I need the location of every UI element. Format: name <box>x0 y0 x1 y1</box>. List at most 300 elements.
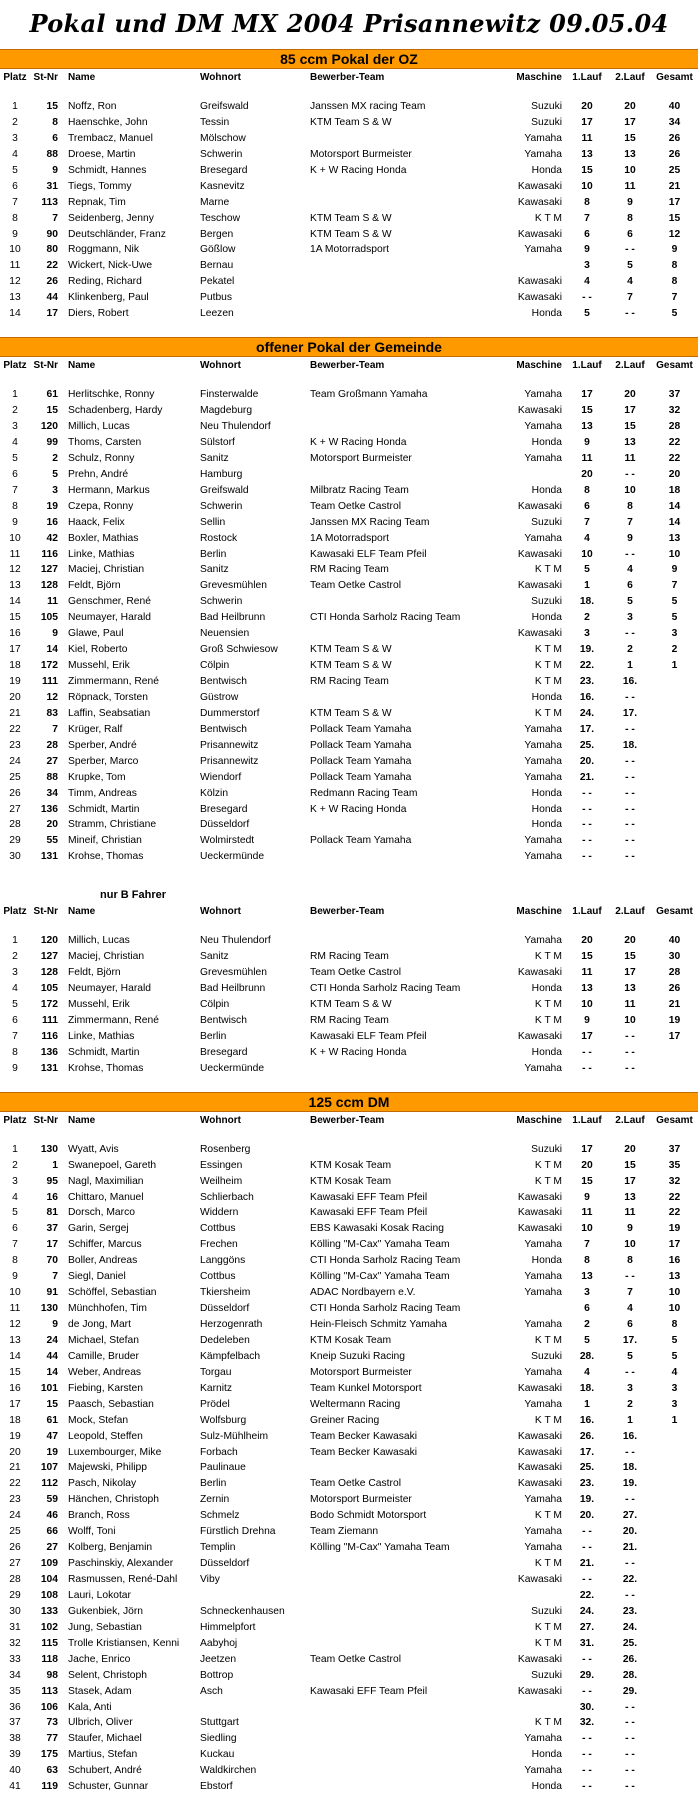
cell-platz: 25 <box>9 771 21 783</box>
cell-maschine: K T M <box>534 1717 562 1729</box>
cell-nr: 105 <box>40 983 58 995</box>
cell-lauf1: 11 <box>581 452 593 464</box>
cell-lauf2: 4 <box>627 1303 633 1315</box>
cell-maschine: Kawasaki <box>517 1191 562 1203</box>
cell-wohnort: Sülstorf <box>200 436 235 448</box>
cell-gesamt <box>651 1604 698 1620</box>
cell-lauf1: 5 <box>584 564 590 576</box>
cell-team: Kneip Suzuki Racing <box>310 1350 406 1362</box>
cell-wohnort <box>200 1700 310 1716</box>
cell-lauf2: - - <box>625 1701 635 1713</box>
table-row <box>0 258 698 274</box>
cell-name: Rasmussen, René-Dahl <box>68 1574 178 1585</box>
cell-gesamt: 5 <box>671 308 678 320</box>
cell-lauf1: 21. <box>579 1558 595 1570</box>
cell-wohnort: Wiendorf <box>200 771 242 783</box>
cell-nr: 101 <box>40 1382 58 1394</box>
cell-lauf1: 8 <box>584 484 590 496</box>
cell-name: Schöffel, Sebastian <box>68 1287 157 1299</box>
cell-lauf1: 8 <box>584 196 590 208</box>
cell-team: EBS Kawasaki Kosak Racing <box>310 1223 444 1235</box>
cell-platz: 17 <box>9 644 21 656</box>
cell-nr: 120 <box>40 421 58 432</box>
cell-lauf1: 16. <box>579 1414 595 1426</box>
header-name: Name <box>68 72 96 83</box>
cell-name: Haenschke, John <box>68 116 148 128</box>
cell-gesamt: 26 <box>668 148 681 160</box>
cell-platz: 8 <box>12 212 18 224</box>
header-maschine: Maschine <box>516 72 562 83</box>
cell-maschine: Kawasaki <box>517 1574 562 1585</box>
cell-maschine: Honda <box>531 612 562 624</box>
cell-team: Motorsport Burmeister <box>310 148 412 160</box>
cell-lauf1: 4 <box>584 1366 590 1378</box>
cell-lauf2: - - <box>625 1749 635 1761</box>
table-row <box>0 949 698 965</box>
cell-lauf2: 17 <box>624 116 636 128</box>
cell-lauf2: 6 <box>627 228 633 240</box>
cell-wohnort: Prisannewitz <box>200 755 259 767</box>
cell-wohnort: Berlin <box>200 1478 227 1490</box>
cell-platz: 7 <box>12 196 18 208</box>
result-section <box>0 337 698 879</box>
cell-lauf2: 5 <box>627 596 633 608</box>
cell-team: Team Kunkel Motorsport <box>310 1382 422 1394</box>
cell-lauf2: 20 <box>624 935 636 947</box>
cell-gesamt <box>651 786 698 802</box>
cell-lauf1: 27. <box>579 1621 595 1633</box>
cell-wohnort: Finsterwalde <box>200 389 259 401</box>
table-row <box>0 1700 698 1716</box>
cell-lauf2: 20. <box>622 1526 638 1538</box>
cell-name: Luxembourger, Mike <box>68 1446 162 1458</box>
cell-name: Wickert, Nick-Uwe <box>68 260 153 272</box>
cell-team <box>310 1460 505 1476</box>
cell-name: Prehn, André <box>68 468 129 480</box>
cell-lauf2: 6 <box>627 1319 633 1330</box>
cell-lauf2: - - <box>625 787 635 799</box>
cell-lauf1: 17 <box>581 1143 593 1155</box>
cell-name: Wyatt, Avis <box>68 1143 119 1155</box>
table-row <box>0 1540 698 1556</box>
cell-lauf2: 11 <box>624 452 636 464</box>
cell-lauf1: 18. <box>579 596 595 608</box>
cell-maschine: Yamaha <box>524 1319 562 1330</box>
table-row <box>0 1524 698 1540</box>
cell-team: KTM Team S & W <box>310 999 392 1010</box>
table-row <box>0 933 698 949</box>
cell-nr: 7 <box>52 723 58 735</box>
cell-gesamt <box>651 1061 698 1077</box>
cell-lauf1: 8 <box>584 1255 590 1267</box>
cell-lauf2: 5 <box>627 1350 633 1362</box>
cell-lauf2: 3 <box>627 612 633 624</box>
cell-lauf2: - - <box>625 1589 635 1601</box>
table-row <box>0 1476 698 1492</box>
cell-name: de Jong, Mart <box>68 1319 131 1330</box>
table-row <box>0 981 698 997</box>
section-banner: 125 ccm DM <box>0 1092 698 1112</box>
cell-wohnort: Prisannewitz <box>200 739 259 751</box>
cell-name: Boller, Andreas <box>68 1255 138 1267</box>
table-row <box>0 610 698 626</box>
cell-name: Linke, Mathias <box>68 1030 135 1042</box>
cell-lauf1: 26. <box>579 1430 595 1442</box>
cell-wohnort: Wolmirstedt <box>200 835 255 847</box>
cell-nr: 63 <box>46 1765 58 1777</box>
cell-gesamt: 5 <box>671 612 678 624</box>
cell-team: K + W Racing Honda <box>310 164 407 176</box>
cell-maschine: Kawasaki <box>517 196 562 208</box>
cell-wohnort: Bresegard <box>200 1046 248 1058</box>
table-row <box>0 997 698 1013</box>
cell-name: Swanepoel, Gareth <box>68 1159 157 1171</box>
cell-name: Schulz, Ronny <box>68 452 135 464</box>
cell-name: Timm, Andreas <box>68 787 137 799</box>
cell-platz: 5 <box>12 452 18 464</box>
cell-maschine: Suzuki <box>531 1143 562 1155</box>
cell-lauf2: 5 <box>627 260 633 272</box>
cell-team: Kölling "M-Cax" Yamaha Team <box>310 1239 450 1251</box>
cell-name: Glawe, Paul <box>68 628 124 640</box>
cell-lauf1: - - <box>582 1685 592 1697</box>
cell-lauf2: - - <box>625 803 635 815</box>
cell-gesamt <box>651 1556 698 1572</box>
cell-lauf1: 6 <box>584 500 590 512</box>
header-lauf1: 1.Lauf <box>572 360 602 372</box>
cell-name: Majewski, Philipp <box>68 1462 147 1474</box>
cell-lauf2: 4 <box>627 276 633 288</box>
result-section <box>0 887 698 1090</box>
header-maschine: Maschine <box>516 906 562 918</box>
cell-team: 1A Motorradsport <box>310 244 389 256</box>
cell-platz: 2 <box>12 1159 18 1171</box>
cell-lauf1: 15 <box>581 405 593 417</box>
cell-wohnort: Bresegard <box>200 803 248 815</box>
cell-lauf2: 21. <box>622 1542 638 1554</box>
header-gesamt: Gesamt <box>656 906 693 918</box>
cell-lauf1: - - <box>582 1781 592 1793</box>
cell-name: Stramm, Christiane <box>68 819 157 831</box>
cell-lauf1: 17 <box>581 389 593 401</box>
header-lauf2: 2.Lauf <box>615 360 645 372</box>
cell-platz: 15 <box>9 1366 21 1378</box>
cell-lauf2: 16. <box>622 676 638 687</box>
cell-team <box>310 594 505 610</box>
cell-maschine: Kawasaki <box>517 1030 562 1042</box>
cell-platz: 5 <box>12 999 18 1010</box>
cell-maschine: Yamaha <box>524 1271 562 1283</box>
cell-lauf2: 10 <box>624 1239 636 1251</box>
cell-wohnort: Neu Thulendorf <box>200 421 271 432</box>
cell-maschine: Honda <box>531 983 562 995</box>
cell-maschine: Yamaha <box>524 1542 562 1554</box>
cell-gesamt: 17 <box>668 1030 681 1042</box>
cell-maschine: K T M <box>534 1558 562 1570</box>
cell-gesamt <box>651 1445 698 1461</box>
table-row <box>0 1413 698 1429</box>
table-row <box>0 1763 698 1779</box>
cell-nr: 59 <box>46 1494 58 1506</box>
cell-wohnort: Asch <box>200 1685 223 1697</box>
table-row <box>0 1045 698 1061</box>
cell-gesamt: 8 <box>671 276 678 288</box>
cell-platz: 6 <box>12 1014 18 1026</box>
cell-wohnort: Templin <box>200 1542 236 1554</box>
header-lauf2: 2.Lauf <box>615 906 645 918</box>
header-maschine: Maschine <box>516 1114 562 1126</box>
cell-gesamt: 19 <box>668 1014 681 1026</box>
cell-gesamt <box>651 1572 698 1588</box>
cell-lauf1: 4 <box>584 276 590 288</box>
cell-lauf2: 3 <box>627 1382 633 1394</box>
cell-team: RM Racing Team <box>310 1014 389 1026</box>
table-row <box>0 131 698 147</box>
cell-wohnort: Bentwisch <box>200 1014 247 1026</box>
cell-wohnort: Sanitz <box>200 452 229 464</box>
cell-platz: 13 <box>9 292 21 304</box>
cell-lauf2: 24. <box>622 1621 638 1633</box>
section-gap <box>0 1077 698 1091</box>
cell-maschine: Suzuki <box>531 101 562 112</box>
cell-nr: 61 <box>46 1414 58 1426</box>
cell-maschine: Yamaha <box>524 1765 562 1777</box>
table-row <box>0 1460 698 1476</box>
cell-team <box>310 1604 505 1620</box>
cell-wohnort: Greifswald <box>200 484 249 496</box>
cell-wohnort: Sulz-Mühlheim <box>200 1430 269 1442</box>
table-row <box>0 1349 698 1365</box>
cell-team: Kawasaki EFF Team Pfeil <box>310 1685 428 1697</box>
header-wohnort: Wohnort <box>200 360 241 372</box>
cell-lauf1: 29. <box>579 1669 595 1681</box>
cell-gesamt <box>651 1508 698 1524</box>
table-row <box>0 658 698 674</box>
cell-platz: 24 <box>9 1510 21 1522</box>
table-row <box>0 1205 698 1221</box>
cell-name: Krohse, Thomas <box>68 1062 144 1074</box>
cell-team <box>310 817 505 833</box>
cell-gesamt <box>651 1460 698 1476</box>
cell-maschine: Kawasaki <box>517 580 562 592</box>
cell-name: Feldt, Björn <box>68 967 121 979</box>
cell-team: Motorsport Burmeister <box>310 452 412 464</box>
cell-team <box>310 1588 505 1604</box>
cell-wohnort: Düsseldorf <box>200 1558 250 1570</box>
cell-name: Neumayer, Harald <box>68 612 151 624</box>
table-row <box>0 274 698 290</box>
cell-wohnort: Schneckenhausen <box>200 1605 285 1617</box>
cell-maschine: Honda <box>531 691 562 703</box>
table-row <box>0 1221 698 1237</box>
cell-lauf1: - - <box>582 835 592 847</box>
cell-lauf1: 23. <box>579 1478 595 1490</box>
cell-gesamt: 22 <box>668 1207 681 1219</box>
table-row <box>0 1365 698 1381</box>
cell-lauf1: 1 <box>584 1398 590 1410</box>
cell-lauf2: 17 <box>624 1175 636 1187</box>
table-row <box>0 1556 698 1572</box>
cell-lauf1: 7 <box>584 212 590 224</box>
cell-lauf1: - - <box>582 803 592 815</box>
header-name: Name <box>68 360 96 372</box>
header-wohnort: Wohnort <box>200 906 241 918</box>
table-row <box>0 1715 698 1731</box>
cell-team: Team Großmann Yamaha <box>310 389 428 401</box>
cell-lauf2: 18. <box>622 739 638 751</box>
cell-platz: 7 <box>12 1239 18 1251</box>
cell-wohnort: Forbach <box>200 1446 238 1458</box>
cell-platz: 7 <box>12 484 18 496</box>
cell-lauf2: - - <box>625 691 635 703</box>
cell-platz: 8 <box>12 1046 18 1058</box>
table-row <box>0 722 698 738</box>
cell-gesamt: 22 <box>668 436 681 448</box>
cell-maschine: K T M <box>534 1334 562 1346</box>
cell-name: Staufer, Michael <box>68 1733 142 1745</box>
cell-team: Pollack Team Yamaha <box>310 771 412 783</box>
cell-wohnort: Wolfsburg <box>200 1414 247 1426</box>
cell-lauf1: 9 <box>584 436 590 448</box>
cell-name: Schmidt, Martin <box>68 1046 140 1058</box>
cell-gesamt: 10 <box>668 1303 681 1315</box>
table-row <box>0 965 698 981</box>
cell-nr: 105 <box>40 612 58 624</box>
cell-platz: 10 <box>9 532 21 544</box>
cell-wohnort: Cölpin <box>200 999 230 1010</box>
cell-team: K + W Racing Honda <box>310 436 407 448</box>
cell-name: Pasch, Nikolay <box>68 1478 137 1490</box>
cell-platz: 4 <box>12 983 18 995</box>
table-row <box>0 1253 698 1269</box>
header-team: Bewerber-Team <box>310 360 385 372</box>
header-platz: Platz <box>3 1114 27 1126</box>
cell-wohnort: Dedeleben <box>200 1334 250 1346</box>
cell-nr: 95 <box>46 1175 58 1187</box>
cell-gesamt: 19 <box>668 1223 681 1235</box>
cell-nr: 73 <box>46 1717 58 1729</box>
cell-maschine: Yamaha <box>524 1398 562 1410</box>
cell-nr: 128 <box>40 580 58 592</box>
cell-platz: 12 <box>9 1319 21 1330</box>
cell-lauf2: - - <box>625 628 635 640</box>
cell-platz: 23 <box>9 1494 21 1506</box>
table-row <box>0 1684 698 1700</box>
cell-platz: 27 <box>9 803 21 815</box>
cell-wohnort: Stuttgart <box>200 1717 239 1729</box>
cell-name: Paasch, Sebastian <box>68 1398 154 1410</box>
cell-name: Gukenbiek, Jörn <box>68 1605 143 1617</box>
header-nr: St-Nr <box>33 906 58 918</box>
cell-maschine: K T M <box>534 951 562 963</box>
table-header <box>0 70 698 85</box>
cell-maschine: K T M <box>534 644 562 656</box>
cell-platz: 20 <box>9 1446 21 1458</box>
cell-name: Krohse, Thomas <box>68 851 144 863</box>
cell-gesamt: 18 <box>668 484 681 496</box>
cell-nr: 2 <box>52 452 58 464</box>
table-row <box>0 147 698 163</box>
table-row <box>0 1190 698 1206</box>
cell-lauf1: 25. <box>579 1462 595 1474</box>
cell-team: Pollack Team Yamaha <box>310 739 412 751</box>
cell-nr: 99 <box>46 436 58 448</box>
cell-nr: 20 <box>46 819 58 831</box>
cell-wohnort: Schlierbach <box>200 1191 254 1203</box>
cell-team: Janssen MX racing Team <box>310 101 426 112</box>
cell-lauf1: 18. <box>579 1382 595 1394</box>
table-row <box>0 1158 698 1174</box>
table-row <box>0 99 698 115</box>
cell-team <box>310 195 505 211</box>
cell-lauf1: 32. <box>579 1717 595 1729</box>
cell-team: KTM Kosak Team <box>310 1159 392 1171</box>
cell-maschine: Honda <box>531 308 562 320</box>
cell-team <box>310 274 505 290</box>
cell-platz: 26 <box>9 787 21 799</box>
header-name: Name <box>68 1114 96 1126</box>
cell-name: Seidenberg, Jenny <box>68 212 154 224</box>
cell-name: Zimmermann, René <box>68 1014 159 1026</box>
cell-name: Genschmer, René <box>68 596 151 608</box>
cell-platz: 13 <box>9 580 21 592</box>
cell-wohnort: Ebstorf <box>200 1781 233 1793</box>
cell-name: Maciej, Christian <box>68 951 145 963</box>
cell-lauf2: - - <box>625 1271 635 1283</box>
cell-lauf1: 17 <box>581 116 593 128</box>
cell-lauf1: 13 <box>581 148 593 160</box>
cell-nr: 131 <box>40 851 58 863</box>
cell-platz: 35 <box>9 1685 21 1697</box>
cell-lauf1: - - <box>582 851 592 863</box>
cell-nr: 24 <box>46 1334 58 1346</box>
cell-name: Mock, Stefan <box>68 1414 129 1426</box>
cell-team: CTI Honda Sarholz Racing Team <box>310 612 461 624</box>
cell-gesamt: 35 <box>668 1159 681 1171</box>
cell-gesamt <box>651 1763 698 1779</box>
table-row <box>0 802 698 818</box>
cell-nr: 128 <box>40 967 58 979</box>
cell-name: Paschinskiy, Alexander <box>68 1558 174 1570</box>
cell-gesamt <box>651 1492 698 1508</box>
header-platz: Platz <box>3 906 27 918</box>
cell-wohnort: Bad Heilbrunn <box>200 612 266 624</box>
cell-lauf2: 7 <box>627 516 633 528</box>
cell-platz: 30 <box>9 1605 21 1617</box>
cell-nr: 115 <box>41 1637 58 1649</box>
cell-gesamt <box>651 1636 698 1652</box>
cell-lauf2: 20 <box>624 1143 636 1155</box>
cell-wohnort: Mölschow <box>200 132 246 144</box>
cell-name: Linke, Mathias <box>68 548 135 560</box>
cell-name: Schiffer, Marcus <box>68 1239 142 1251</box>
cell-maschine: K T M <box>534 1159 562 1171</box>
cell-nr: 102 <box>40 1621 58 1633</box>
cell-gesamt: 26 <box>668 983 681 995</box>
table-row <box>0 833 698 849</box>
table-row <box>0 1333 698 1349</box>
cell-lauf2: 10 <box>624 1014 636 1026</box>
cell-gesamt: 16 <box>668 1255 681 1267</box>
table-row <box>0 451 698 467</box>
cell-lauf1: 28. <box>579 1350 595 1362</box>
cell-team <box>310 419 505 435</box>
cell-platz: 6 <box>12 468 18 480</box>
table-row <box>0 1142 698 1158</box>
cell-nr: 7 <box>52 1271 58 1283</box>
cell-lauf1: 15 <box>581 164 593 176</box>
cell-nr: 70 <box>46 1255 58 1267</box>
